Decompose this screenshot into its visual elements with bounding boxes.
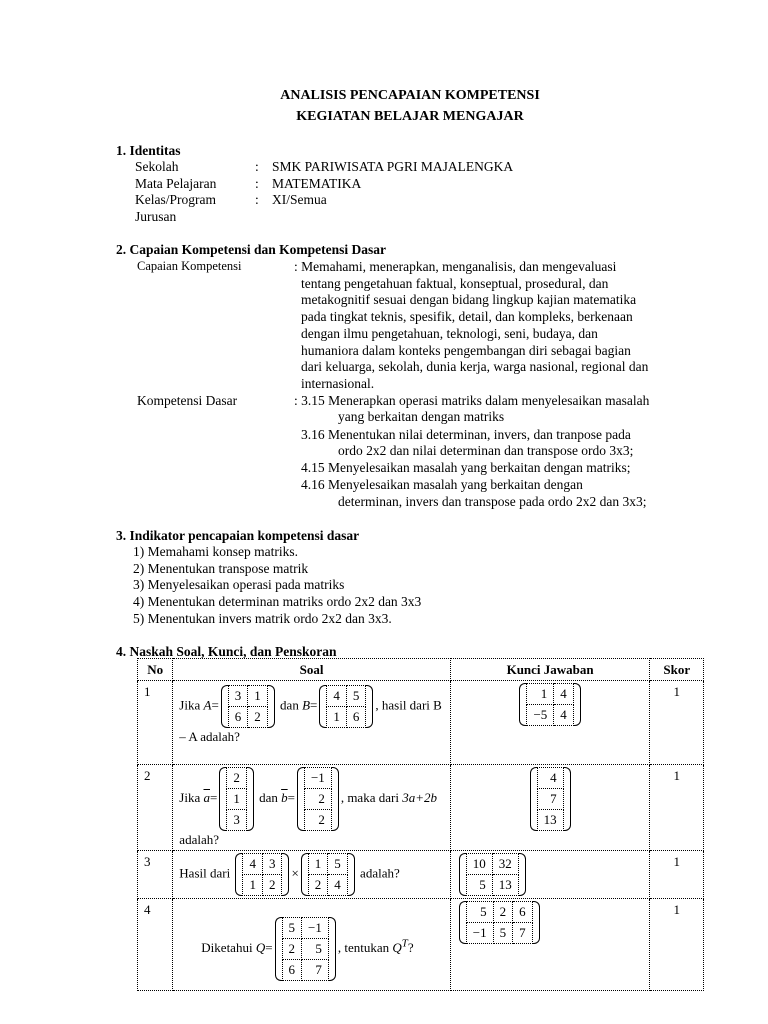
var-b: $\overline{b}$: [281, 789, 288, 805]
identitas-sep: :: [255, 176, 259, 191]
header-soal: Soal: [173, 659, 450, 681]
capaian-line: dengan ilmu pengetahuan, teknologi, seni, budaya, dan: [301, 326, 598, 341]
capaian-line: dari keluarga, sekolah, dunia kerja, warga nasional, regional dan: [301, 359, 649, 374]
answer-matrix: 5 2 6 −1 5 7: [459, 901, 540, 944]
row-kunci: [450, 851, 650, 899]
soal-text: adalah?: [179, 832, 219, 847]
indikator-item: 1) Memahami konsep matriks.: [133, 544, 298, 559]
indikator-item: 5) Menentukan invers matrik ordo 2x2 dan 3x3.: [133, 611, 392, 626]
soal-text: – A adalah?: [179, 729, 240, 744]
capaian-line: internasional.: [301, 376, 375, 391]
kd-line: yang berkaitan dengan matriks: [338, 409, 505, 424]
table-row: [138, 681, 704, 765]
kd-line: determinan, invers dan transpose pada ordo 2x2 dan 3x3;: [338, 494, 647, 509]
soal-text: , hasil dari B: [375, 697, 442, 713]
table-row: [138, 765, 704, 851]
identitas-value: XI/Semua: [272, 192, 327, 207]
row-soal: Diketahui Q= 5 −1 2 5 6 7 , tentukan $Q^T$?: [173, 899, 450, 991]
indikator-item: 4) Menentukan determinan matriks ordo 2x2 dan 3x3: [133, 594, 422, 609]
soal-text: Diketahui: [201, 939, 253, 955]
answer-matrix: 10 32 5 13: [459, 853, 526, 896]
matrix-b: 4 5 1 6: [319, 685, 373, 728]
soal-text: dan: [259, 789, 278, 805]
indikator-heading: 3. Indikator pencapaian kompetensi dasar: [116, 528, 360, 543]
question-mark: ?: [407, 939, 414, 955]
table-row: [138, 851, 704, 899]
row-no: 1: [138, 681, 173, 765]
vector-b: −1 2 2: [297, 767, 339, 831]
header-skor: Skor: [650, 659, 704, 681]
document-title-2: KEGIATAN BELAJAR MENGAJAR: [296, 109, 524, 124]
capaian-line: humaniora dalam konteks pengembangan diri sebagai bagian: [301, 343, 631, 358]
matrix-a: 3 1 6 2: [221, 685, 275, 728]
kd-line: : 3.15 Menerapkan operasi matriks dalam menyelesaikan masalah: [294, 393, 650, 408]
kd-line: 3.16 Menentukan nilai determinan, invers, dan tranpose pada: [301, 427, 631, 442]
kd-line: 4.15 Menyelesaikan masalah yang berkaitan dengan matriks;: [301, 460, 631, 475]
soal-table: [137, 658, 704, 991]
identitas-label: Kelas/Program: [135, 192, 216, 207]
soal-text: , maka dari: [340, 789, 399, 805]
header-kunci: Kunci Jawaban: [450, 659, 650, 681]
table-header-row: [138, 659, 704, 681]
row-no: 3: [138, 851, 173, 899]
var-a: $\overline{a}$: [203, 789, 210, 805]
indikator-item: 3) Menyelesaikan operasi pada matriks: [133, 577, 345, 592]
row-kunci: [450, 765, 650, 851]
row-kunci: [450, 899, 650, 991]
soal-text: , tentukan: [337, 939, 390, 955]
soal-text: Hasil dari: [179, 865, 231, 881]
times-sign: ×: [291, 865, 299, 881]
identitas-label: Jurusan: [135, 209, 177, 224]
capaian-line: : Memahami, menerapkan, menganalisis, dan mengevaluasi: [294, 259, 617, 274]
row-no: 4: [138, 899, 173, 991]
soal-text: dan: [280, 697, 299, 713]
vector-a: 2 1 3: [219, 767, 254, 831]
capaian-heading: 2. Capaian Kompetensi dan Kompetensi Dasar: [116, 242, 387, 257]
header-no: No: [138, 659, 173, 681]
transpose-sup: T: [401, 937, 408, 950]
identitas-value: SMK PARIWISATA PGRI MAJALENGKA: [272, 159, 514, 174]
indikator-item: 2) Menentukan transpose matrik: [133, 561, 309, 576]
kd-line: ordo 2x2 dan nilai determinan dan transpose ordo 3x3;: [338, 443, 634, 458]
soal-text: Jika: [179, 697, 201, 713]
identitas-label: Mata Pelajaran: [135, 176, 217, 191]
row-soal: Jika A= 3 1 6 2 dan B= 4 5 1 6 , hasil dari B – A adalah?: [173, 681, 450, 765]
capaian-line: tentang pengetahuan faktual, konseptual, prosedural, dan: [301, 276, 609, 291]
row-skor: 1: [650, 681, 704, 765]
row-skor: 1: [650, 851, 704, 899]
var-q: Q: [255, 939, 266, 955]
table-row: [138, 899, 704, 991]
row-no: 2: [138, 765, 173, 851]
capaian-line: metakognitif sesuai dengan bidang lingkup kajian matematika: [301, 292, 637, 307]
matrix-left: 4 3 1 2: [235, 853, 289, 896]
capaian-line: pada tingkat teknis, spesifik, detail, dan kompleks, berkenaan: [301, 309, 633, 324]
answer-matrix: 4 7 13: [530, 767, 571, 831]
row-soal: [173, 851, 450, 899]
identitas-value: MATEMATIKA: [272, 176, 362, 191]
var-a: A: [203, 697, 212, 713]
soal-expression: 3a+2b: [402, 789, 437, 805]
soal-text: Jika: [179, 789, 201, 805]
matrix-right: 1 5 2 4: [301, 853, 355, 896]
capaian-kompetensi-label: Capaian Kompetensi: [137, 259, 242, 273]
identitas-label: Sekolah: [135, 159, 179, 174]
identitas-sep: :: [255, 192, 259, 207]
document-title-1: ANALISIS PENCAPAIAN KOMPETENSI: [280, 88, 540, 103]
var-q-transpose: Q: [392, 939, 402, 955]
soal-text: adalah?: [360, 865, 400, 881]
row-skor: 1: [650, 765, 704, 851]
naskah-heading: 4. Naskah Soal, Kunci, dan Penskoran: [116, 644, 337, 659]
row-kunci: [450, 681, 650, 765]
kompetensi-dasar-label: Kompetensi Dasar: [137, 393, 238, 408]
answer-matrix: 1 4 −5 4: [519, 683, 580, 726]
matrix-q: 5 −1 2 5 6 7: [275, 917, 336, 981]
kd-line: 4.16 Menyelesaikan masalah yang berkaitan dengan: [301, 477, 583, 492]
identitas-sep: :: [255, 159, 259, 174]
row-skor: 1: [650, 899, 704, 991]
var-b: B: [302, 697, 311, 713]
identitas-heading: 1. Identitas: [116, 143, 181, 158]
row-soal: Jika $\overline{a}=$ 2 1 3 dan $\overline{b}=$ −1 2 2 , maka dari 3a+2b adalah?: [173, 765, 450, 851]
